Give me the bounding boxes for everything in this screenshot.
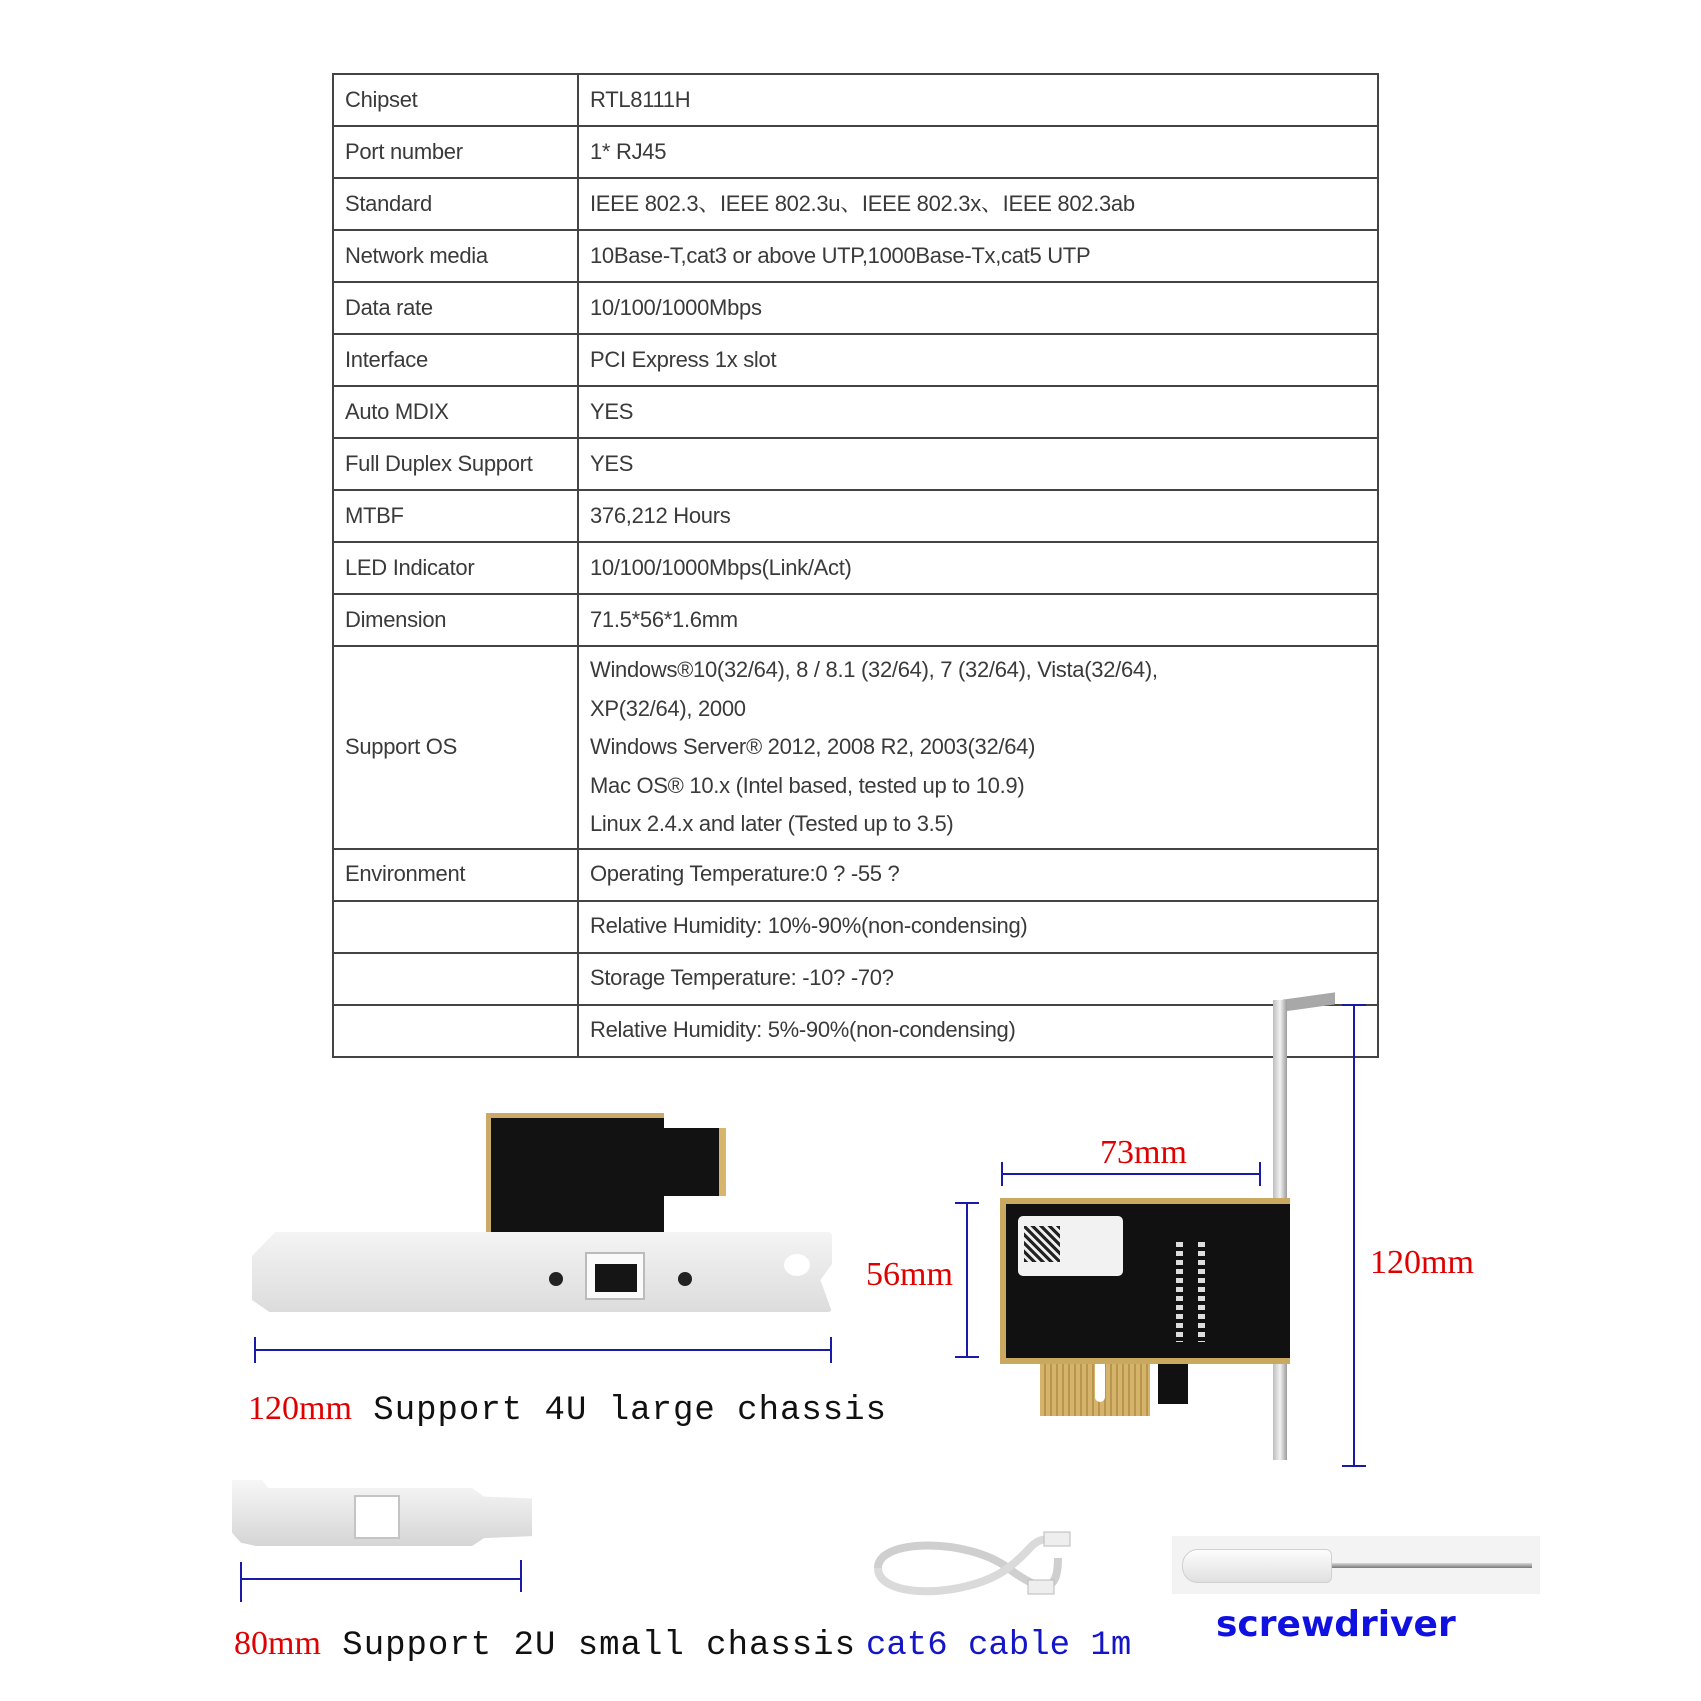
spec-value: Relative Humidity: 10%-90%(non-condensing) xyxy=(578,901,1378,953)
os-line: Linux 2.4.x and later (Tested up to 3.5) xyxy=(590,811,954,836)
spec-value: RTL8111H xyxy=(578,74,1378,126)
spec-value: 376,212 Hours xyxy=(578,490,1378,542)
os-line: XP(32/64), 2000 xyxy=(590,695,746,721)
table-row xyxy=(333,542,1378,594)
dimension-tick xyxy=(830,1337,832,1363)
dimension-tick xyxy=(1342,1465,1366,1467)
spec-value: YES xyxy=(578,386,1378,438)
dimension-tick xyxy=(1259,1162,1261,1186)
table-row xyxy=(333,74,1378,126)
pin-header xyxy=(1176,1242,1183,1342)
dimension-tick xyxy=(955,1356,979,1358)
pcb-tab xyxy=(1158,1364,1188,1404)
table-row xyxy=(333,438,1378,490)
table-row xyxy=(333,178,1378,230)
screwdriver-shaft xyxy=(1332,1563,1532,1568)
port-window xyxy=(354,1495,400,1539)
spec-label: Environment xyxy=(333,849,578,901)
low-profile-bracket-image xyxy=(232,1480,532,1546)
low-bracket-caption xyxy=(234,1625,856,1665)
dimension-line-80mm xyxy=(242,1578,520,1580)
spec-value: 10/100/1000Mbps(Link/Act) xyxy=(578,542,1378,594)
spec-value-os-list xyxy=(578,646,1378,849)
screwdriver-label: screwdriver xyxy=(1216,1604,1456,1645)
spec-label: Full Duplex Support xyxy=(333,438,578,490)
table-row xyxy=(333,490,1378,542)
table-row xyxy=(333,126,1378,178)
dimension-tick xyxy=(1001,1162,1003,1186)
spec-value: YES xyxy=(578,438,1378,490)
spec-value: 1* RJ45 xyxy=(578,126,1378,178)
dimension-line-120mm xyxy=(254,1349,832,1351)
bracket-size-label: 120mm xyxy=(248,1390,352,1427)
spec-label: MTBF xyxy=(333,490,578,542)
bracket-size-label: 80mm xyxy=(234,1625,321,1662)
bracket-height-label: 120mm xyxy=(1370,1244,1474,1281)
spec-label: Interface xyxy=(333,334,578,386)
dimension-tick xyxy=(240,1562,242,1602)
spec-label: Standard xyxy=(333,178,578,230)
spec-value: 10/100/1000Mbps xyxy=(578,282,1378,334)
spec-table xyxy=(332,73,1379,1058)
table-row-support-os xyxy=(333,646,1378,849)
bracket-caption-text: Support 4U large chassis xyxy=(351,1392,887,1430)
table-row xyxy=(333,849,1378,901)
spec-label: LED Indicator xyxy=(333,542,578,594)
spec-label xyxy=(333,1005,578,1057)
ethernet-cable-image xyxy=(858,1528,1078,1608)
spec-label: Data rate xyxy=(333,282,578,334)
screw-hole-icon xyxy=(549,1272,563,1286)
spec-value: 71.5*56*1.6mm xyxy=(578,594,1378,646)
dimension-tick xyxy=(1342,1004,1366,1006)
spec-label: Port number xyxy=(333,126,578,178)
full-bracket-caption xyxy=(248,1390,887,1430)
spec-label: Dimension xyxy=(333,594,578,646)
table-row xyxy=(333,334,1378,386)
rj45-port-icon xyxy=(585,1252,645,1300)
spec-label xyxy=(333,953,578,1005)
spec-value: IEEE 802.3、IEEE 802.3u、IEEE 802.3x、IEEE 802.3ab xyxy=(578,178,1378,230)
bracket-caption-text: Support 2U small chassis xyxy=(320,1627,856,1665)
os-line: Mac OS® 10.x (Intel based, tested up to 10.9) xyxy=(590,772,1025,798)
table-row xyxy=(333,953,1378,1005)
spec-value: Operating Temperature:0 ? -55 ? xyxy=(578,849,1378,901)
spec-label xyxy=(333,901,578,953)
spec-label: Auto MDIX xyxy=(333,386,578,438)
spec-label: Chipset xyxy=(333,74,578,126)
dimension-line-73mm xyxy=(1002,1173,1260,1175)
spec-value: Storage Temperature: -10? -70? xyxy=(578,953,1378,1005)
spec-label: Network media xyxy=(333,230,578,282)
table-row xyxy=(333,594,1378,646)
card-height-label: 56mm xyxy=(866,1256,953,1293)
dimension-tick xyxy=(955,1202,979,1204)
table-row xyxy=(333,1005,1378,1057)
os-line: Windows Server® 2012, 2008 R2, 2003(32/64) xyxy=(590,734,1036,759)
card-width-label: 73mm xyxy=(1100,1134,1187,1171)
dimension-tick xyxy=(254,1337,256,1363)
pin-header xyxy=(1198,1242,1205,1342)
full-height-bracket xyxy=(252,1232,832,1312)
dimension-line-120mm-vertical xyxy=(1353,1004,1355,1466)
dimension-line-56mm xyxy=(966,1202,968,1358)
dimension-tick xyxy=(520,1560,522,1592)
pcie-gold-fingers xyxy=(1040,1364,1150,1416)
table-row xyxy=(333,230,1378,282)
table-row xyxy=(333,282,1378,334)
pcb-board xyxy=(1000,1198,1290,1364)
spec-value: Relative Humidity: 5%-90%(non-condensing) xyxy=(578,1005,1378,1057)
cable-label: cat6 cable 1m xyxy=(866,1627,1132,1665)
bracket-slot-icon xyxy=(784,1254,810,1276)
qr-code-icon xyxy=(1024,1226,1060,1262)
os-line: Windows®10(32/64), 8 / 8.1 (32/64), 7 (32/64), Vista(32/64), xyxy=(590,657,1158,682)
screw-hole-icon xyxy=(678,1272,692,1286)
pcb-board xyxy=(486,1113,664,1238)
spec-label: Support OS xyxy=(333,646,578,849)
table-row xyxy=(333,901,1378,953)
table-row xyxy=(333,386,1378,438)
screwdriver-handle xyxy=(1182,1549,1332,1583)
spec-value: PCI Express 1x slot xyxy=(578,334,1378,386)
spec-value: 10Base-T,cat3 or above UTP,1000Base-Tx,cat5 UTP xyxy=(578,230,1378,282)
pcie-gold-fingers xyxy=(664,1128,726,1196)
